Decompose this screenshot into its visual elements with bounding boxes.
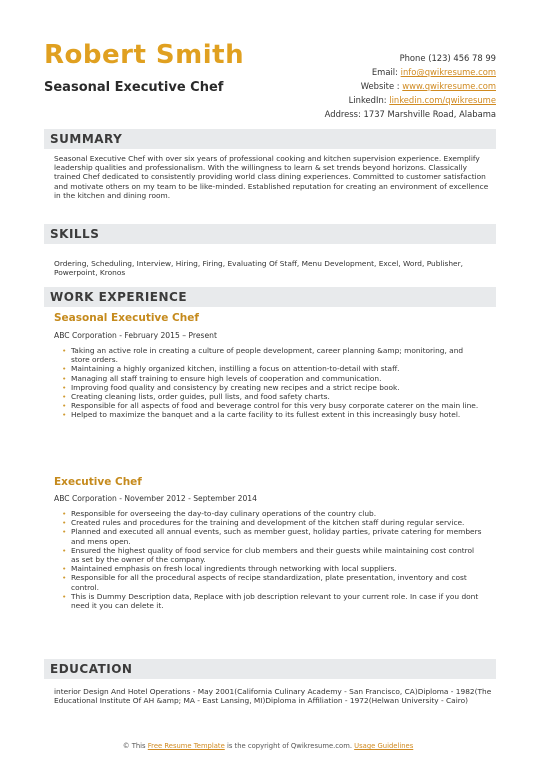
skills-text: Ordering, Scheduling, Interview, Hiring, Firing, Evaluating Of Staff, Menu Development, Excel, Word, Publisher, Powerpoint, Kronos	[54, 259, 463, 278]
education-heading: EDUCATION	[50, 662, 133, 676]
job-meta: ABC Corporation - February 2015 – Present	[54, 331, 217, 340]
contact-website	[325, 79, 496, 93]
list-item: • Managing all staff training to ensure high levels of cooperation and communication.	[62, 374, 482, 383]
address-label: Address:	[324, 109, 361, 119]
free-resume-template-link[interactable]: Free Resume Template	[147, 742, 225, 750]
list-item: • Created rules and procedures for the training and development of the kitchen staff during regular service.	[62, 518, 482, 527]
contact-address	[325, 107, 496, 121]
footer-prefix: © This	[122, 742, 146, 750]
job-title: Seasonal Executive Chef	[54, 312, 199, 324]
candidate-name: Robert Smith	[44, 40, 245, 70]
summary-section-header	[44, 129, 496, 149]
list-item: • Taking an active role in creating a culture of people development, career planning &amp; monitoring, and store orders.	[62, 346, 482, 364]
contact-linkedin	[325, 93, 496, 107]
linkedin-link[interactable]: linkedin.com/qwikresume	[389, 95, 496, 105]
education-text: interior Design And Hotel Operations - May 2001(California Culinary Academy - San Francisco, CA)Diploma - 1982(The Educational Institute Of AH &amp; MA - East Lansing, MI)Diploma in Affiliation - 1972(Helwan University - Cairo)	[54, 687, 492, 706]
email-label: Email:	[371, 67, 398, 77]
list-item: • Helped to maximize the banquet and a la carte facility to its fullest extent in this increasingly busy hotel.	[62, 410, 482, 419]
candidate-role: Seasonal Executive Chef	[44, 80, 224, 95]
footer-middle: is the copyright of Qwikresume.com.	[226, 742, 352, 750]
job-bullets	[62, 346, 482, 420]
page-footer	[0, 742, 536, 750]
address-value: 1737 Marshville Road, Alabama	[363, 109, 496, 119]
contact-email	[325, 65, 496, 79]
job-bullets	[62, 509, 482, 610]
website-link[interactable]: www.qwikresume.com	[402, 81, 496, 91]
summary-text: Seasonal Executive Chef with over six years of professional cooking and kitchen supervision experience. Exemplify leadership qualities and professionalism. With the willingness to learn & set trends beyond horizons. Classically trained Chef dedicated to consistently providing world class dining experiences. Committed to customer satisfaction and motivate others on my team to be like-minded. Established reputation for creating an environment of excellence in the kitchen and dining room.	[54, 154, 489, 200]
phone-label: Phone	[399, 53, 426, 63]
linkedin-label: LinkedIn:	[348, 95, 387, 105]
job-meta: ABC Corporation - November 2012 - September 2014	[54, 494, 257, 503]
skills-heading: SKILLS	[50, 227, 100, 241]
list-item: • Responsible for all aspects of food and beverage control for this very busy corporate caterer on the main line.	[62, 401, 482, 410]
usage-guidelines-link[interactable]: Usage Guidelines	[354, 742, 414, 750]
list-item: • Responsible for all the procedural aspects of recipe standardization, plate presentation, inventory and cost control.	[62, 573, 482, 591]
list-item: • Ensured the highest quality of food service for club members and their guests while maintaining cost control as set by the owner of the company.	[62, 546, 482, 564]
list-item: • Creating cleaning lists, order guides, pull lists, and food safety charts.	[62, 392, 482, 401]
experience-section-header	[44, 287, 496, 307]
list-item: • Planned and executed all annual events, such as member guest, holiday parties, private catering for members and mens open.	[62, 527, 482, 545]
list-item: • Improving food quality and consistency by creating new recipes and a strict recipe book.	[62, 383, 482, 392]
education-section-header	[44, 659, 496, 679]
skills-section-header	[44, 224, 496, 244]
list-item: • Maintained emphasis on fresh local ingredients through networking with local suppliers.	[62, 564, 482, 573]
email-link[interactable]: info@qwikresume.com	[400, 67, 496, 77]
list-item: • Responsible for overseeing the day-to-day culinary operations of the country club.	[62, 509, 482, 518]
experience-heading: WORK EXPERIENCE	[50, 290, 188, 304]
list-item: • This is Dummy Description data, Replace with job description relevant to your current role. In case if you dont need it you can delete it.	[62, 592, 482, 610]
list-item: • Maintaining a highly organized kitchen, instilling a focus on attention-to-detail with staff.	[62, 364, 482, 373]
contact-block	[325, 51, 496, 121]
phone-value: (123) 456 78 99	[428, 53, 496, 63]
summary-heading: SUMMARY	[50, 132, 123, 146]
contact-phone	[325, 51, 496, 65]
job-title: Executive Chef	[54, 476, 142, 488]
website-label: Website :	[360, 81, 400, 91]
